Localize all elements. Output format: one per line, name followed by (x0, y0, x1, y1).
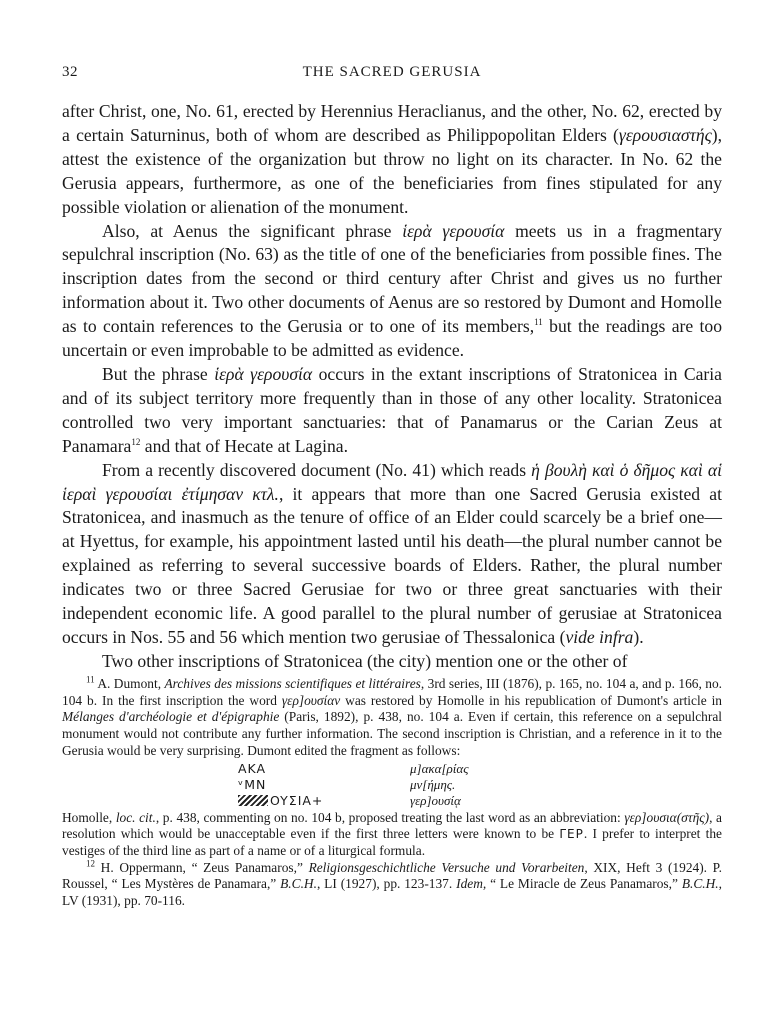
fragment-line-3: OYΣIA+ (238, 793, 398, 809)
fragment-line-1: AKA (238, 760, 267, 776)
running-header (62, 64, 722, 86)
fragment-reading-3: γερ]ουσίᾳ (410, 792, 461, 808)
footnote-11: $^{11}$ A. Dumont, Archives des missions scientifiques et littéraires, 3rd series, III (1876), p. 165, no. 104 a, and p. 166, no. 104 b. In the first inscription the word γερ]ουσίαν was restored by Homolle in his republication of Dumont's article in Mélanges d'archéologie et d'épigraphie (Paris, 1892), p. 438, no. 104 a. Even if certain, this reference on a sepulchral monument would not contribute any further information. The second inscription is Christian, and a reference in it to the Gerusia would be very surprising. Dumont edited the fragment as follows: (62, 674, 722, 758)
paragraph: From a recently discovered document (No. 41) which reads ἡ βουλὴ καὶ ὁ δῆμος καὶ αἱ ἱεραὶ γερουσίαι ἐτίμησαν κτλ., it appears that more than one Sacred Gerusia existed at Stratonicea, and inasmuch as the tenure of office of an Elder could scarcely be a brief one—at Hyettus, for example, his appointment lasted until his death—the plural number cannot be explained as referring to several successive boards of Elders. Rather, the plural number indicates two or three Sacred Gerusiae for two or three great sanctuaries with their independent economic life. A good parallel to the plural number of gerusiae at Stratonicea occurs in Nos. 55 and 56 which mention two gerusiae of Thessalonica (vide infra). (62, 459, 722, 647)
fragment-reading-1: μ]ακα[ρίας (410, 760, 469, 776)
footnote-12: $^{12}$ H. Oppermann, “ Zeus Panamaros,” Religionsgeschichtliche Versuche und Vorarbeiten, XIX, Heft 3 (1924). P. Roussel, “ Les Mystères de Panamara,” B.C.H., LI (1927), pp. 123-137. Idem, “ Le Miracle de Zeus Panamaros,” B.C.H., LV (1931), pp. 70-116. (62, 858, 722, 909)
fragment-reading-2: μν[ήμης. (410, 776, 456, 792)
footnote-11-continued: Homolle, loc. cit., p. 438, commenting on no. 104 b, proposed treating the last word as an abbreviation: γερ]ουσια(στῆς), a resolution which would be unacceptable even if the first three letters were known to be ΓΕΡ. I prefer to interpret the vestiges of the third line as part of a name or of a liturgical formula. (62, 809, 722, 858)
paragraph: Two other inscriptions of Stratonicea (the city) mention one or the other of (102, 650, 628, 671)
footnote-ref-11[interactable]: 11 (534, 317, 543, 328)
paragraph: But the phrase ἱερὰ γερουσία occurs in the extant inscriptions of Stratonicea in Caria and of its subject territory more frequently than in those of any other locality. Stratonicea controlled two very important sanctuaries: that of Panamarus or the Carian Zeus at Panamara$^{12}$ and that of Hecate at Lagina. (62, 363, 722, 456)
running-title: THE SACRED GERUSIA (302, 64, 482, 80)
paragraph: Also, at Aenus the significant phrase ἱερὰ γερουσία meets us in a fragmentary sepulchral inscription (No. 63) as the title of one of the beneficiaries from possible fines. The inscription dates from the second or third century after Christ and gives us no further information about it. Two other documents of Aenus are so restored by Dumont and Homolle as to contain references to the Gerusia or to one of its members,$^{11}$ but the readings are too uncertain or even improbable to be admitted as evidence. (62, 220, 723, 361)
paragraph: after Christ, one, No. 61, erected by Herennius Heraclianus, and the other, No. 62, erected by a certain Saturninus, both of whom are described as Philippopolitan Elders (γερουσιαστής), attest the existence of the organization but throw no light on its character. In No. 62 the Gerusia appears, furthermore, as one of the beneficiaries from fines stipulated for any possible violation or alienation of the monument. (62, 101, 722, 217)
inscription-fragment (238, 761, 722, 809)
main-text (62, 100, 722, 674)
footnotes (62, 676, 722, 910)
footnote-ref-12[interactable]: 12 (131, 436, 141, 447)
lacuna-hatching (238, 795, 268, 806)
fragment-line-2: ᵛMN (238, 776, 267, 792)
page-number: 32 (62, 64, 78, 80)
